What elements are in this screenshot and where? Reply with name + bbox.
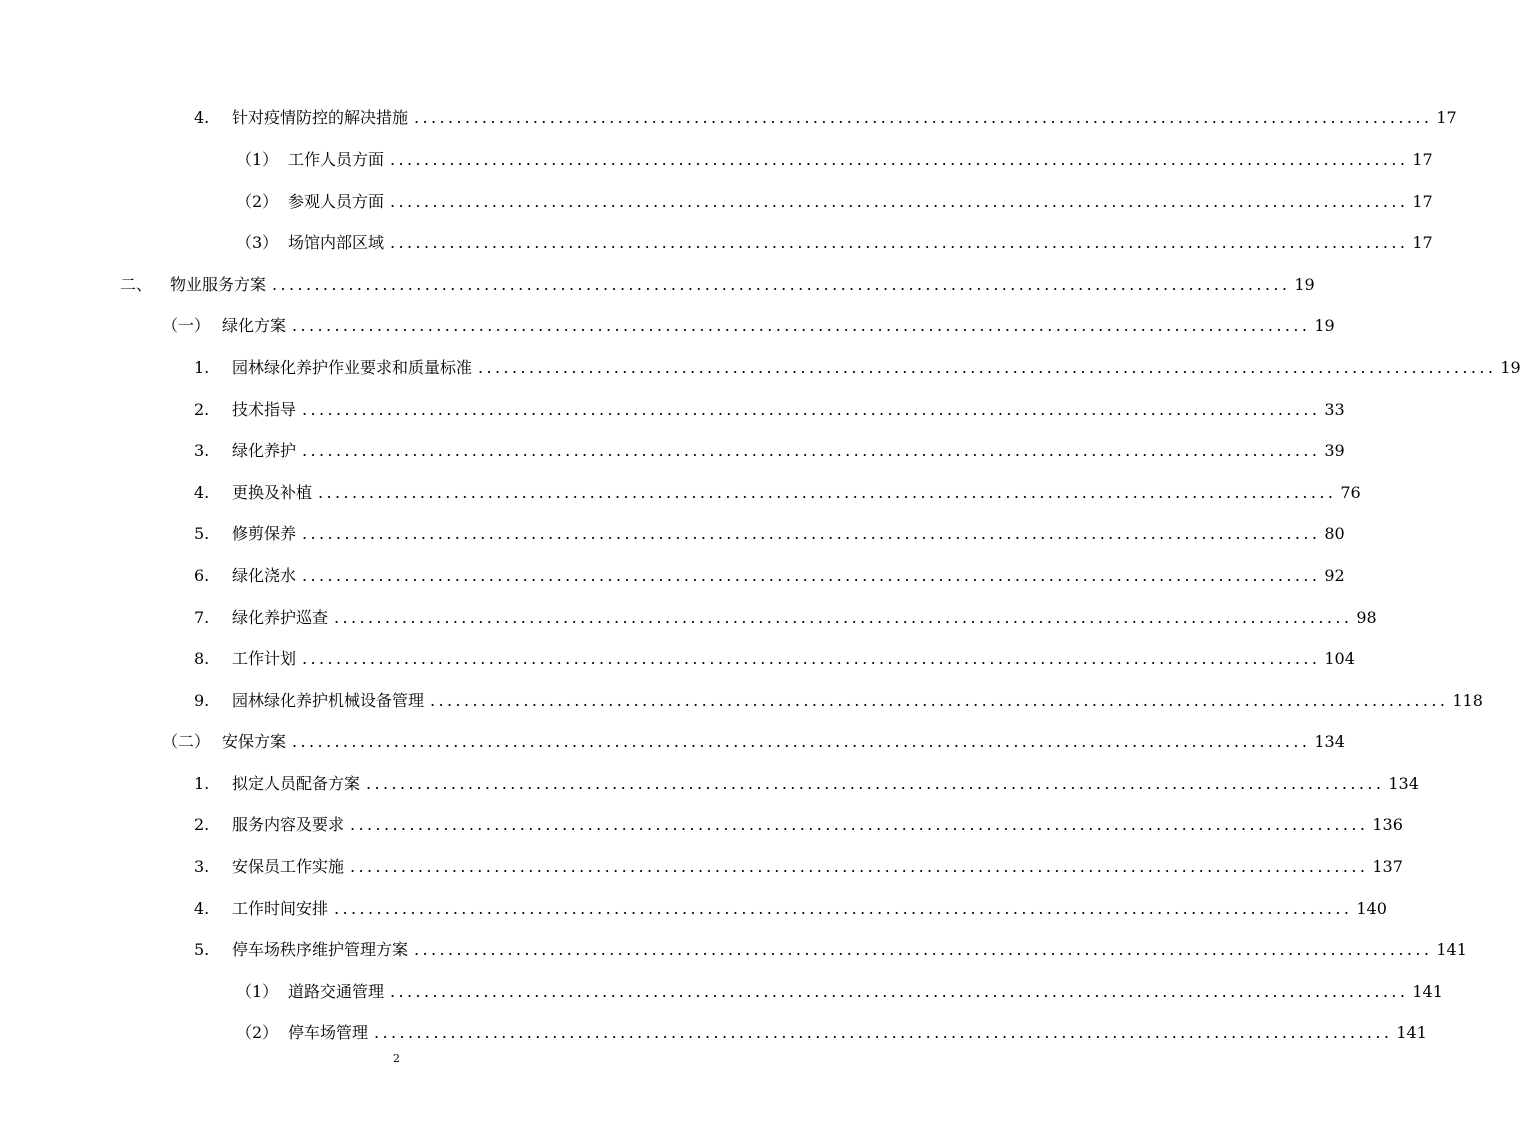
toc-entry-title: 安保方案	[222, 732, 287, 751]
toc-entry[interactable]	[194, 439, 1345, 463]
toc-entry-title: 园林绿化养护作业要求和质量标准	[232, 358, 473, 377]
toc-entry-title: 园林绿化养护机械设备管理	[232, 691, 425, 710]
toc-entry-number: 2.	[194, 815, 210, 834]
toc-entry-title: 工作时间安排	[232, 899, 329, 918]
toc-entry-title: 参观人员方面	[288, 192, 385, 211]
toc-entry[interactable]	[236, 980, 1443, 1004]
toc-entry-page: 98	[1356, 608, 1377, 627]
toc-entry[interactable]	[194, 813, 1403, 837]
toc-entry-number: 4.	[194, 899, 210, 918]
toc-entry-page: 104	[1324, 649, 1355, 668]
toc-entry-number: 3.	[194, 441, 210, 460]
dot-leader: ........................................................................................................................	[374, 1023, 1393, 1042]
toc-entry-number: 3.	[194, 857, 210, 876]
toc-entry-page: 141	[1396, 1023, 1427, 1042]
toc-entry-title: 绿化浇水	[232, 566, 297, 585]
toc-entry-title: 服务内容及要求	[232, 815, 345, 834]
dot-leader: ........................................................................................................................	[272, 275, 1291, 294]
toc-entry-title: 拟定人员配备方案	[232, 774, 361, 793]
toc-entry-number: 4.	[194, 483, 210, 502]
toc-entry-number: 6.	[194, 566, 210, 585]
toc-entry-page: 137	[1372, 857, 1403, 876]
toc-entry-page: 118	[1452, 691, 1483, 710]
toc-entry[interactable]	[194, 398, 1345, 422]
toc-entry[interactable]	[194, 564, 1345, 588]
toc-entry-number: 1.	[194, 358, 210, 377]
dot-leader: ........................................................................................................................	[414, 108, 1433, 127]
toc-entry-title: 绿化养护	[232, 441, 297, 460]
toc-entry[interactable]	[194, 106, 1457, 130]
dot-leader: ........................................................................................................................	[390, 233, 1409, 252]
toc-entry[interactable]	[194, 855, 1403, 879]
dot-leader: ........................................................................................................................	[302, 566, 1321, 585]
toc-entry-number: （1）	[236, 150, 279, 169]
toc-entry-title: 修剪保养	[232, 524, 297, 543]
toc-entry-number: （3）	[236, 233, 279, 252]
toc-entry-number: 7.	[194, 608, 210, 627]
dot-leader: ........................................................................................................................	[302, 524, 1321, 543]
dot-leader: ........................................................................................................................	[302, 441, 1321, 460]
dot-leader: ........................................................................................................................	[430, 691, 1449, 710]
toc-entry-page: 141	[1412, 982, 1443, 1001]
toc-entry-number: 二、	[120, 275, 153, 294]
toc-entry-page: 80	[1324, 524, 1345, 543]
toc-entry-page: 134	[1388, 774, 1419, 793]
toc-entry-title: 绿化方案	[222, 316, 287, 335]
toc-entry-title: 针对疫情防控的解决措施	[232, 108, 409, 127]
toc-entry-page: 140	[1356, 899, 1387, 918]
toc-entry[interactable]	[194, 481, 1361, 505]
dot-leader: ........................................................................................................................	[318, 483, 1337, 502]
toc-entry-number: （二）	[162, 732, 211, 751]
toc-entry[interactable]	[194, 772, 1419, 796]
toc-entry[interactable]	[194, 522, 1345, 546]
toc-entry[interactable]	[236, 190, 1433, 214]
toc-entry-title: 技术指导	[232, 400, 297, 419]
toc-entry-page: 17	[1412, 233, 1433, 252]
toc-entry-page: 17	[1412, 150, 1433, 169]
toc-entry-number: 9.	[194, 691, 210, 710]
toc-entry[interactable]	[236, 148, 1433, 172]
toc-entry[interactable]	[120, 273, 1315, 297]
dot-leader: ........................................................................................................................	[302, 400, 1321, 419]
toc-entry-page: 19	[1500, 358, 1521, 377]
dot-leader: ........................................................................................................................	[292, 732, 1311, 751]
dot-leader: ........................................................................................................................	[350, 815, 1369, 834]
toc-entry[interactable]	[194, 606, 1377, 630]
dot-leader: ........................................................................................................................	[390, 192, 1409, 211]
toc-entry-page: 17	[1436, 108, 1457, 127]
dot-leader: ........................................................................................................................	[414, 940, 1433, 959]
toc-entry-number: （2）	[236, 192, 279, 211]
toc-entry-title: 更换及补植	[232, 483, 313, 502]
toc-entry-title: 停车场秩序维护管理方案	[232, 940, 409, 959]
toc-entry[interactable]	[194, 356, 1521, 380]
toc-entry[interactable]	[194, 897, 1387, 921]
toc-entry[interactable]	[162, 314, 1335, 338]
toc-entry-number: 8.	[194, 649, 210, 668]
toc-entry-page: 39	[1324, 441, 1345, 460]
toc-entry-page: 141	[1436, 940, 1467, 959]
dot-leader: ........................................................................................................................	[302, 649, 1321, 668]
dot-leader: ........................................................................................................................	[390, 982, 1409, 1001]
toc-entry-title: 工作人员方面	[288, 150, 385, 169]
toc-entry-number: （2）	[236, 1023, 279, 1042]
toc-entry-number: 4.	[194, 108, 210, 127]
dot-leader: ........................................................................................................................	[366, 774, 1385, 793]
page-number: 2	[393, 1052, 400, 1065]
toc-entry-number: 1.	[194, 774, 210, 793]
dot-leader: ........................................................................................................................	[292, 316, 1311, 335]
toc-entry-page: 17	[1412, 192, 1433, 211]
toc-entry-number: （一）	[162, 316, 211, 335]
toc-entry[interactable]	[162, 730, 1345, 754]
toc-entry-page: 92	[1324, 566, 1345, 585]
toc-entry[interactable]	[194, 689, 1483, 713]
toc-entry-number: 5.	[194, 940, 210, 959]
toc-entry-number: 5.	[194, 524, 210, 543]
toc-entry[interactable]	[236, 1021, 1427, 1045]
toc-entry-title: 场馆内部区域	[288, 233, 385, 252]
toc-entry-title: 物业服务方案	[170, 275, 267, 294]
toc-entry-page: 76	[1340, 483, 1361, 502]
toc-entry[interactable]	[194, 938, 1467, 962]
dot-leader: ........................................................................................................................	[478, 358, 1497, 377]
toc-entry-page: 134	[1314, 732, 1345, 751]
dot-leader: ........................................................................................................................	[334, 899, 1353, 918]
dot-leader: ........................................................................................................................	[334, 608, 1353, 627]
dot-leader: ........................................................................................................................	[350, 857, 1369, 876]
toc-entry-title: 工作计划	[232, 649, 297, 668]
toc-entry-title: 绿化养护巡查	[232, 608, 329, 627]
dot-leader: ........................................................................................................................	[390, 150, 1409, 169]
toc-entry-number: （1）	[236, 982, 279, 1001]
toc-entry[interactable]	[194, 647, 1355, 671]
toc-entry-number: 2.	[194, 400, 210, 419]
toc-entry-title: 停车场管理	[288, 1023, 369, 1042]
toc-entry-page: 136	[1372, 815, 1403, 834]
toc-entry-title: 道路交通管理	[288, 982, 385, 1001]
toc-entry-title: 安保员工作实施	[232, 857, 345, 876]
toc-entry-page: 19	[1314, 316, 1335, 335]
toc-entry-page: 33	[1324, 400, 1345, 419]
toc-entry-page: 19	[1294, 275, 1315, 294]
toc-entry[interactable]	[236, 231, 1433, 255]
